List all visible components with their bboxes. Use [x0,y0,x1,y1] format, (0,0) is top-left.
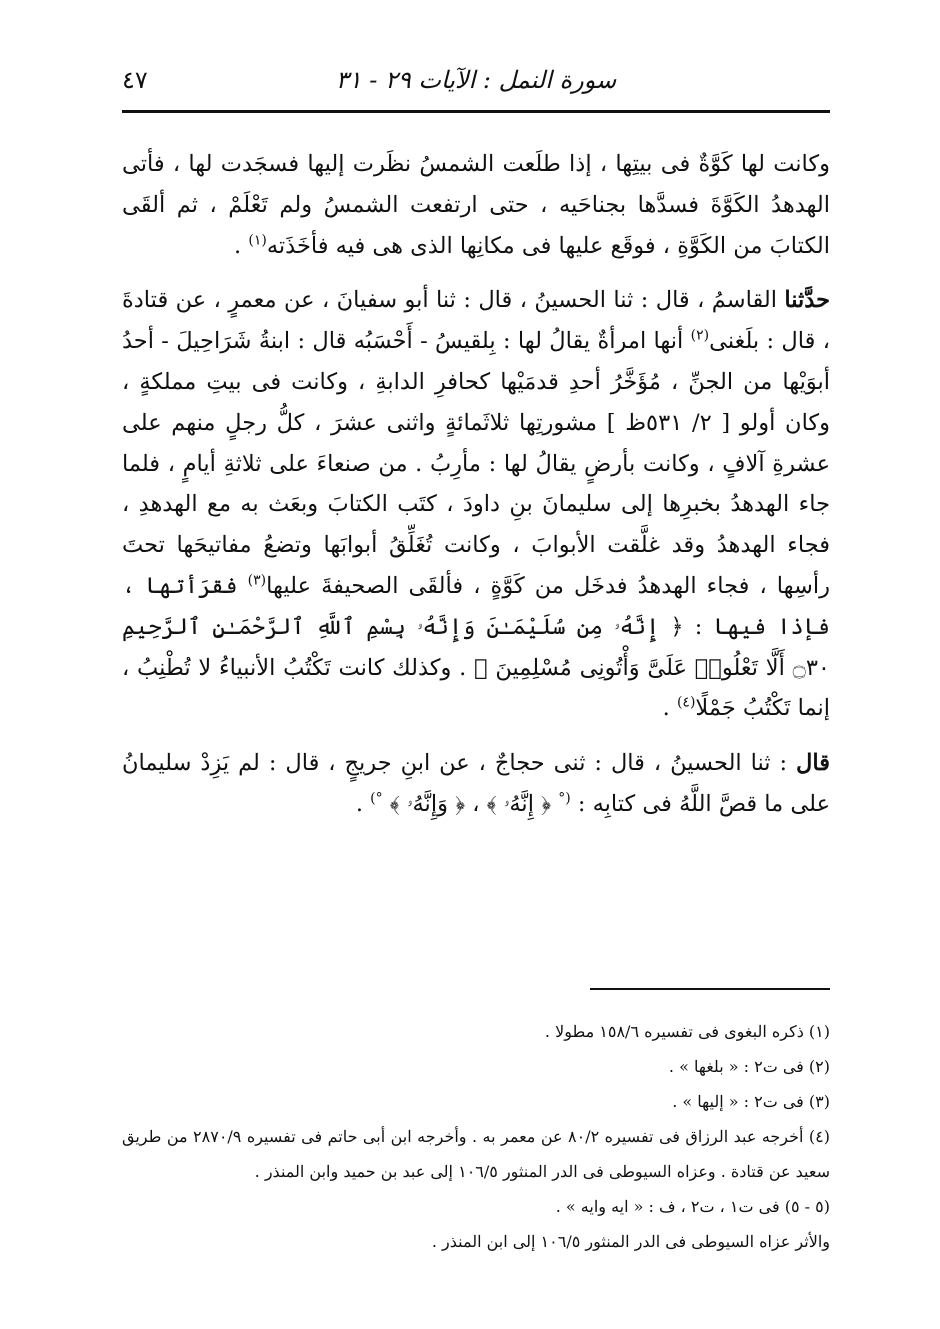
paragraph-2 [122,280,830,729]
footnote-ref-5-close: °) [370,790,383,807]
footnote-5-note: والأثر عزاه السيوطى فى الدر المنثور ١٠٦/٥ إلى ابن المنذر . [431,1232,830,1251]
footnote-ref-4: (٤) [676,694,696,711]
footnote-ref-1: (١) [248,232,267,249]
page-header [122,66,830,106]
paragraph-lead-word: حدَّثنا [784,287,830,314]
paragraph-text: : ثنا الحسينُ ، قال : ثنى حجاجٌ ، عن ابنِ جريجٍ ، قال : لم يَزِدْ سليمانُ على ما قصَّ اللَّهُ فى كتابِه : [122,750,830,817]
footnote-separator [590,988,830,990]
footnote-ref-3: (٣) [247,572,267,589]
book-page [122,52,830,1292]
paragraph-text: . [234,232,249,259]
footnote-ref-2: (٢) [690,327,710,344]
paragraph-1 [122,144,830,266]
footnotes [122,1014,830,1259]
paragraph-3 [122,743,830,825]
footnote-2: (٢) فى ت٢ : « بلغها » . [668,1057,830,1076]
paragraph-text: أنها امرأةٌ يقالُ لها : بِلقيسُ - أَحْسَبُه قال : ابنةُ شَرَاحِيلَ - أحدُ أبوَيْها من الجنِّ ، مُؤَخَّرُ أحدِ قدمَيْها كحافرِ الدابةِ ، وكانت فى بيتِ مملكةٍ ، وكان أولو [ ٢/ ٥٣١ظ ] مشورتِها ثلاثَمائةٍ واثنى عشرَ ، كلُّ رجلٍ منهم على عشرةِ آلافٍ ، وكانت بأرضٍ يقالُ لها : مأرِبُ . من صنعاءَ على ثلاثةِ أيامٍ ، فلما جاء الهدهدُ بخبرِها إلى سليمانَ بنِ داودَ ، كتَب الكتابَ وبعَث به مع الهدهدِ ، فجاء الهدهدُ وقد غلَّقت الأبوابَ ، وكانت تُغَلِّقُ أبوابَها وتضعُ مفاتيحَها تحتَ رأسِها ، فجاء الهدهدُ فدخَل من كَوَّةٍ ، فألقَى الصحيفةَ عليها [122,328,831,599]
footnote-1: (١) ذكره البغوى فى تفسيره ١٥٨/٦ مطولا . [544,1022,830,1041]
header-rule [122,110,830,113]
paragraph-text: . [355,790,371,817]
running-title: سورة النمل : الآيات ٢٩ - ٣١ [335,66,617,94]
paragraph-text: وكانت لها كَوَّةٌ فى بيتِها ، إذا طلَعت الشمسُ نظَرت إليها فسجَدت لها ، فأتى الهدهدُ الكَوَّةَ فسدَّها بجناحَيه ، حتى ارتفعت الشمسُ ولم تَعْلَمْ ، ثم ألقَى الكتابَ من الكَوَّةِ ، فوقَع عليها فى مكانِها الذى هى فيه فأخَذَته [122,151,830,259]
footnote-3: (٣) فى ت٢ : « إليها » . [672,1092,830,1111]
footnote-4: (٤) أخرجه عبد الرزاق فى تفسيره ٨٠/٢ عن معمر به . وأخرجه ابن أبى حاتم فى تفسيره ٢٨٧٠/٩ من طريق سعيد عن قتادة . وعزاه السيوطى فى الدر المنثور ١٠٦/٥ إلى عبد بن حميد وابن المنذر . [122,1127,830,1181]
paragraph-text: . [662,695,677,722]
main-text [122,144,830,839]
footnote-5: (٥ - ٥) فى ت١ ، ت٢ ، ف : « ايه وايه » . [555,1197,830,1216]
paragraph-lead-word: قال [796,750,830,777]
footnote-ref-5-open: (° [558,790,571,807]
paragraph-text: القاسمُ ، قال : ثنا الحسينُ ، قال : ثنا أبو سفيانَ ، عن معمرٍ ، عن قتادةَ ، قال : بلَغنى [122,287,830,355]
paragraph-text: فقرَأتها ، فإذا فيها : ﴿ إِنَّهُۥ مِن سُلَيْمَـٰنَ وَإِنَّهُۥ بِسْمِ ٱللَّهِ ٱلرَّحْمَـٰنِ ٱلرَّحِيمِ ۝٣٠ أَلَّا تَعْلُوا۟ عَلَىَّ وَأْتُونِى مُسْلِمِينَ ﴾ . وكذلك كانت تَكْتُبُ الأنبياءُ لا تُطْنِبُ ، إنما تَكْتُبُ جَمْلًا [122,572,830,722]
page-number: ٤٧ [122,66,148,94]
paragraph-text: ﴿ إِنَّهُۥ ﴾ ، ﴿ وَإِنَّهُۥ ﴾ [382,790,559,817]
